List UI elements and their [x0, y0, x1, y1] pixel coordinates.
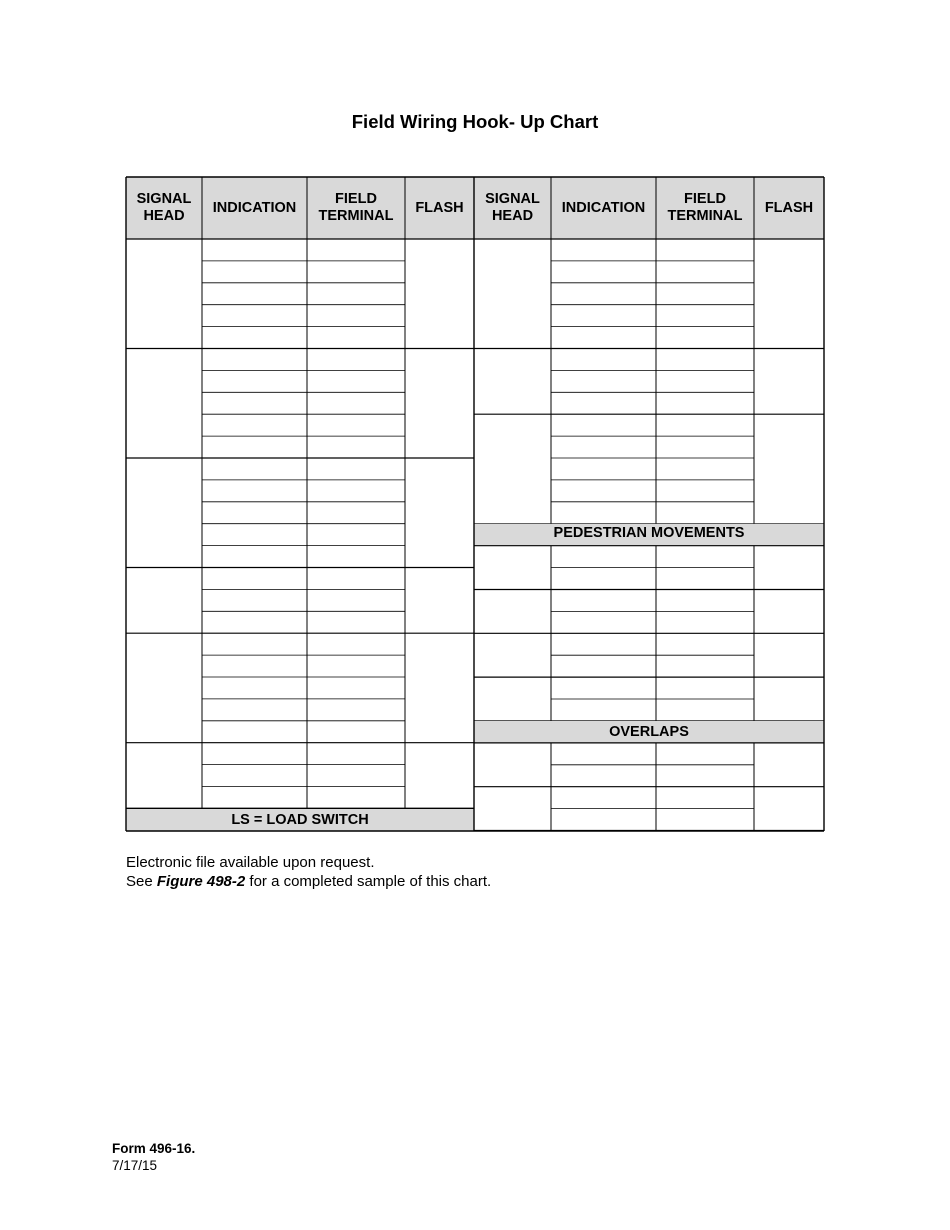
- header-signal-head-right: [474, 177, 551, 239]
- header-line: SIGNAL: [136, 191, 192, 207]
- header-line: FIELD: [335, 191, 377, 207]
- header-line: HEAD: [143, 208, 185, 224]
- band-pedestrian-movements: PEDESTRIAN MOVEMENTS: [553, 525, 745, 541]
- header-line: INDICATION: [561, 199, 646, 216]
- header-flash-right: [754, 177, 824, 239]
- note-figure-reference: [126, 872, 491, 891]
- header-line: TERMINAL: [318, 208, 394, 224]
- form-number: Form 496-16.: [112, 1141, 196, 1156]
- notes: [126, 853, 491, 891]
- header-signal-head-left: [126, 177, 202, 239]
- note-text: for a completed sample of this chart.: [245, 873, 492, 890]
- footer: [112, 1140, 195, 1174]
- note-electronic-file: Electronic file available upon request.: [126, 854, 375, 871]
- header-field-terminal-right: [656, 177, 754, 239]
- band-overlaps: OVERLAPS: [609, 724, 689, 740]
- header-line: FLASH: [415, 199, 464, 216]
- header-line: SIGNAL: [485, 191, 540, 207]
- band-load-switch-legend: LS = LOAD SWITCH: [231, 812, 369, 828]
- header-flash-left: [405, 177, 474, 239]
- header-line: FIELD: [684, 191, 726, 207]
- figure-reference: Figure 498-2: [156, 873, 246, 890]
- header-line: FLASH: [764, 199, 814, 216]
- note-text: See: [126, 873, 157, 890]
- header-field-terminal-left: [307, 177, 405, 239]
- header-line: INDICATION: [212, 199, 297, 216]
- header-indication-right: [551, 177, 656, 239]
- header-indication-left: [202, 177, 307, 239]
- header-line: TERMINAL: [667, 208, 743, 224]
- header-line: HEAD: [491, 208, 534, 224]
- page-title: Field Wiring Hook- Up Chart: [351, 111, 599, 132]
- form-date: 7/17/15: [112, 1158, 158, 1173]
